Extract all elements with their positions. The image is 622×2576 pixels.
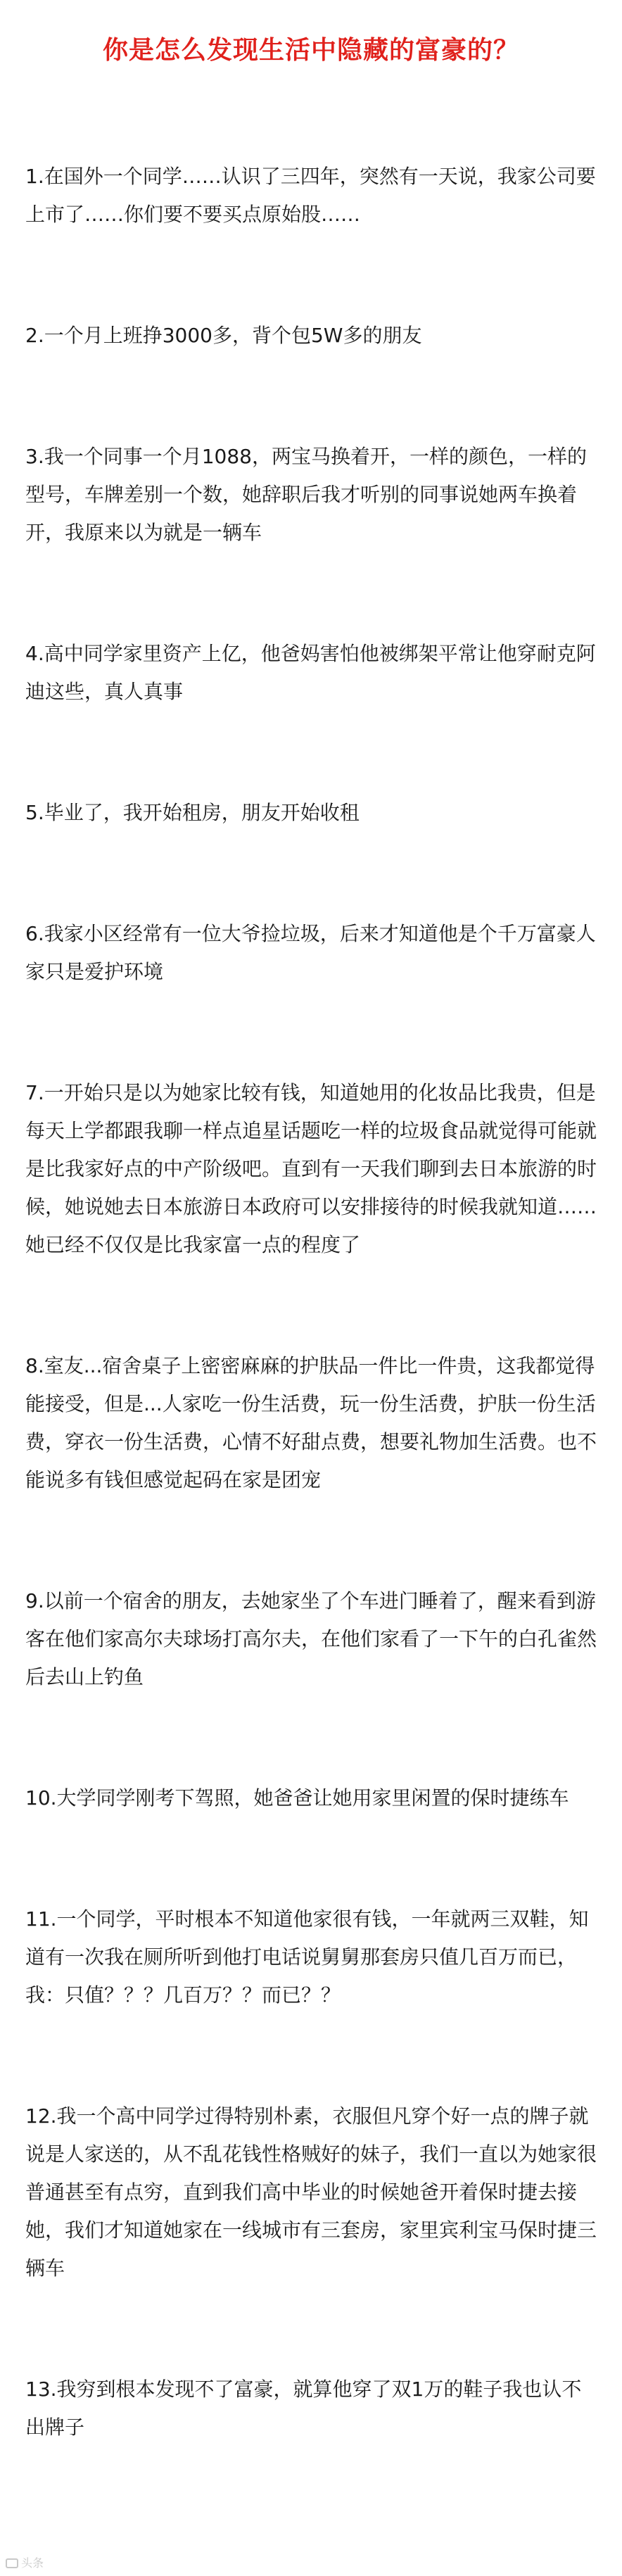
list-item: 10.大学同学刚考下驾照，她爸爸让她用家里闲置的保时捷练车 <box>25 1786 569 1810</box>
watermark <box>6 2556 44 2570</box>
list-item: 1.在国外一个同学……认识了三四年，突然有一天说，我家公司要上市了……你们要不要买点原始股…… <box>25 165 596 226</box>
list-item: 4.高中同学家里资产上亿，他爸妈害怕他被绑架平常让他穿耐克阿迪这些，真人真事 <box>25 642 596 703</box>
watermark-logo-icon <box>6 2558 18 2568</box>
list-item: 2.一个月上班挣3000多，背个包5W多的朋友 <box>25 324 422 347</box>
list-item: 9.以前一个宿舍的朋友，去她家坐了个车进门睡着了，醒来看到游客在他们家高尔夫球场打高尔夫，在他们家看了一下午的白孔雀然后去山上钓鱼 <box>25 1589 597 1688</box>
list-item: 12.我一个高中同学过得特别朴素，衣服但凡穿个好一点的牌子就说是人家送的，从不乱花钱性格贼好的妹子，我们一直以为她家很普通甚至有点穷，直到我们高中毕业的时候她爸开着保时捷去接她，我们才知道她家在一线城市有三套房，家里宾利宝马保时捷三辆车 <box>25 2104 597 2280</box>
page-title: 你是怎么发现生活中隐藏的富豪的？ <box>102 36 519 65</box>
list-item: 13.我穷到根本发现不了富豪，就算他穿了双1万的鞋子我也认不出牌子 <box>25 2378 582 2439</box>
list-item: 8.室友...宿舍桌子上密密麻麻的护肤品一件比一件贵，这我都觉得能接受，但是...人家吃一份生活费，玩一份生活费，护肤一份生活费，穿衣一份生活费，心情不好甜点费，想要礼物加生活费。也不能说多有钱但感觉起码在家是团宠 <box>25 1354 597 1491</box>
list-item: 6.我家小区经常有一位大爷捡垃圾，后来才知道他是个千万富豪人家只是爱护环境 <box>25 922 596 983</box>
list-item: 7.一开始只是以为她家比较有钱，知道她用的化妆品比我贵，但是每天上学都跟我聊一样点追星话题吃一样的垃圾食品就觉得可能就是比我家好点的中产阶级吧。直到有一天我们聊到去日本旅游的时候，她说她去日本旅游日本政府可以安排接待的时候我就知道……她已经不仅仅是比我家富一点的程度了 <box>25 1081 597 1256</box>
watermark-text: 头条 <box>21 2556 44 2570</box>
list-item: 3.我一个同事一个月1088，两宝马换着开，一样的颜色，一样的型号，车牌差别一个数，她辞职后我才听别的同事说她两车换着开，我原来以为就是一辆车 <box>25 445 587 544</box>
list-item: 5.毕业了，我开始租房，朋友开始收租 <box>25 801 360 824</box>
list-item: 11.一个同学，平时根本不知道他家很有钱，一年就两三双鞋，知道有一次我在厕所听到他打电话说舅舅那套房只值几百万而已，我：只值？？？几百万？？而已？？ <box>25 1907 589 2007</box>
